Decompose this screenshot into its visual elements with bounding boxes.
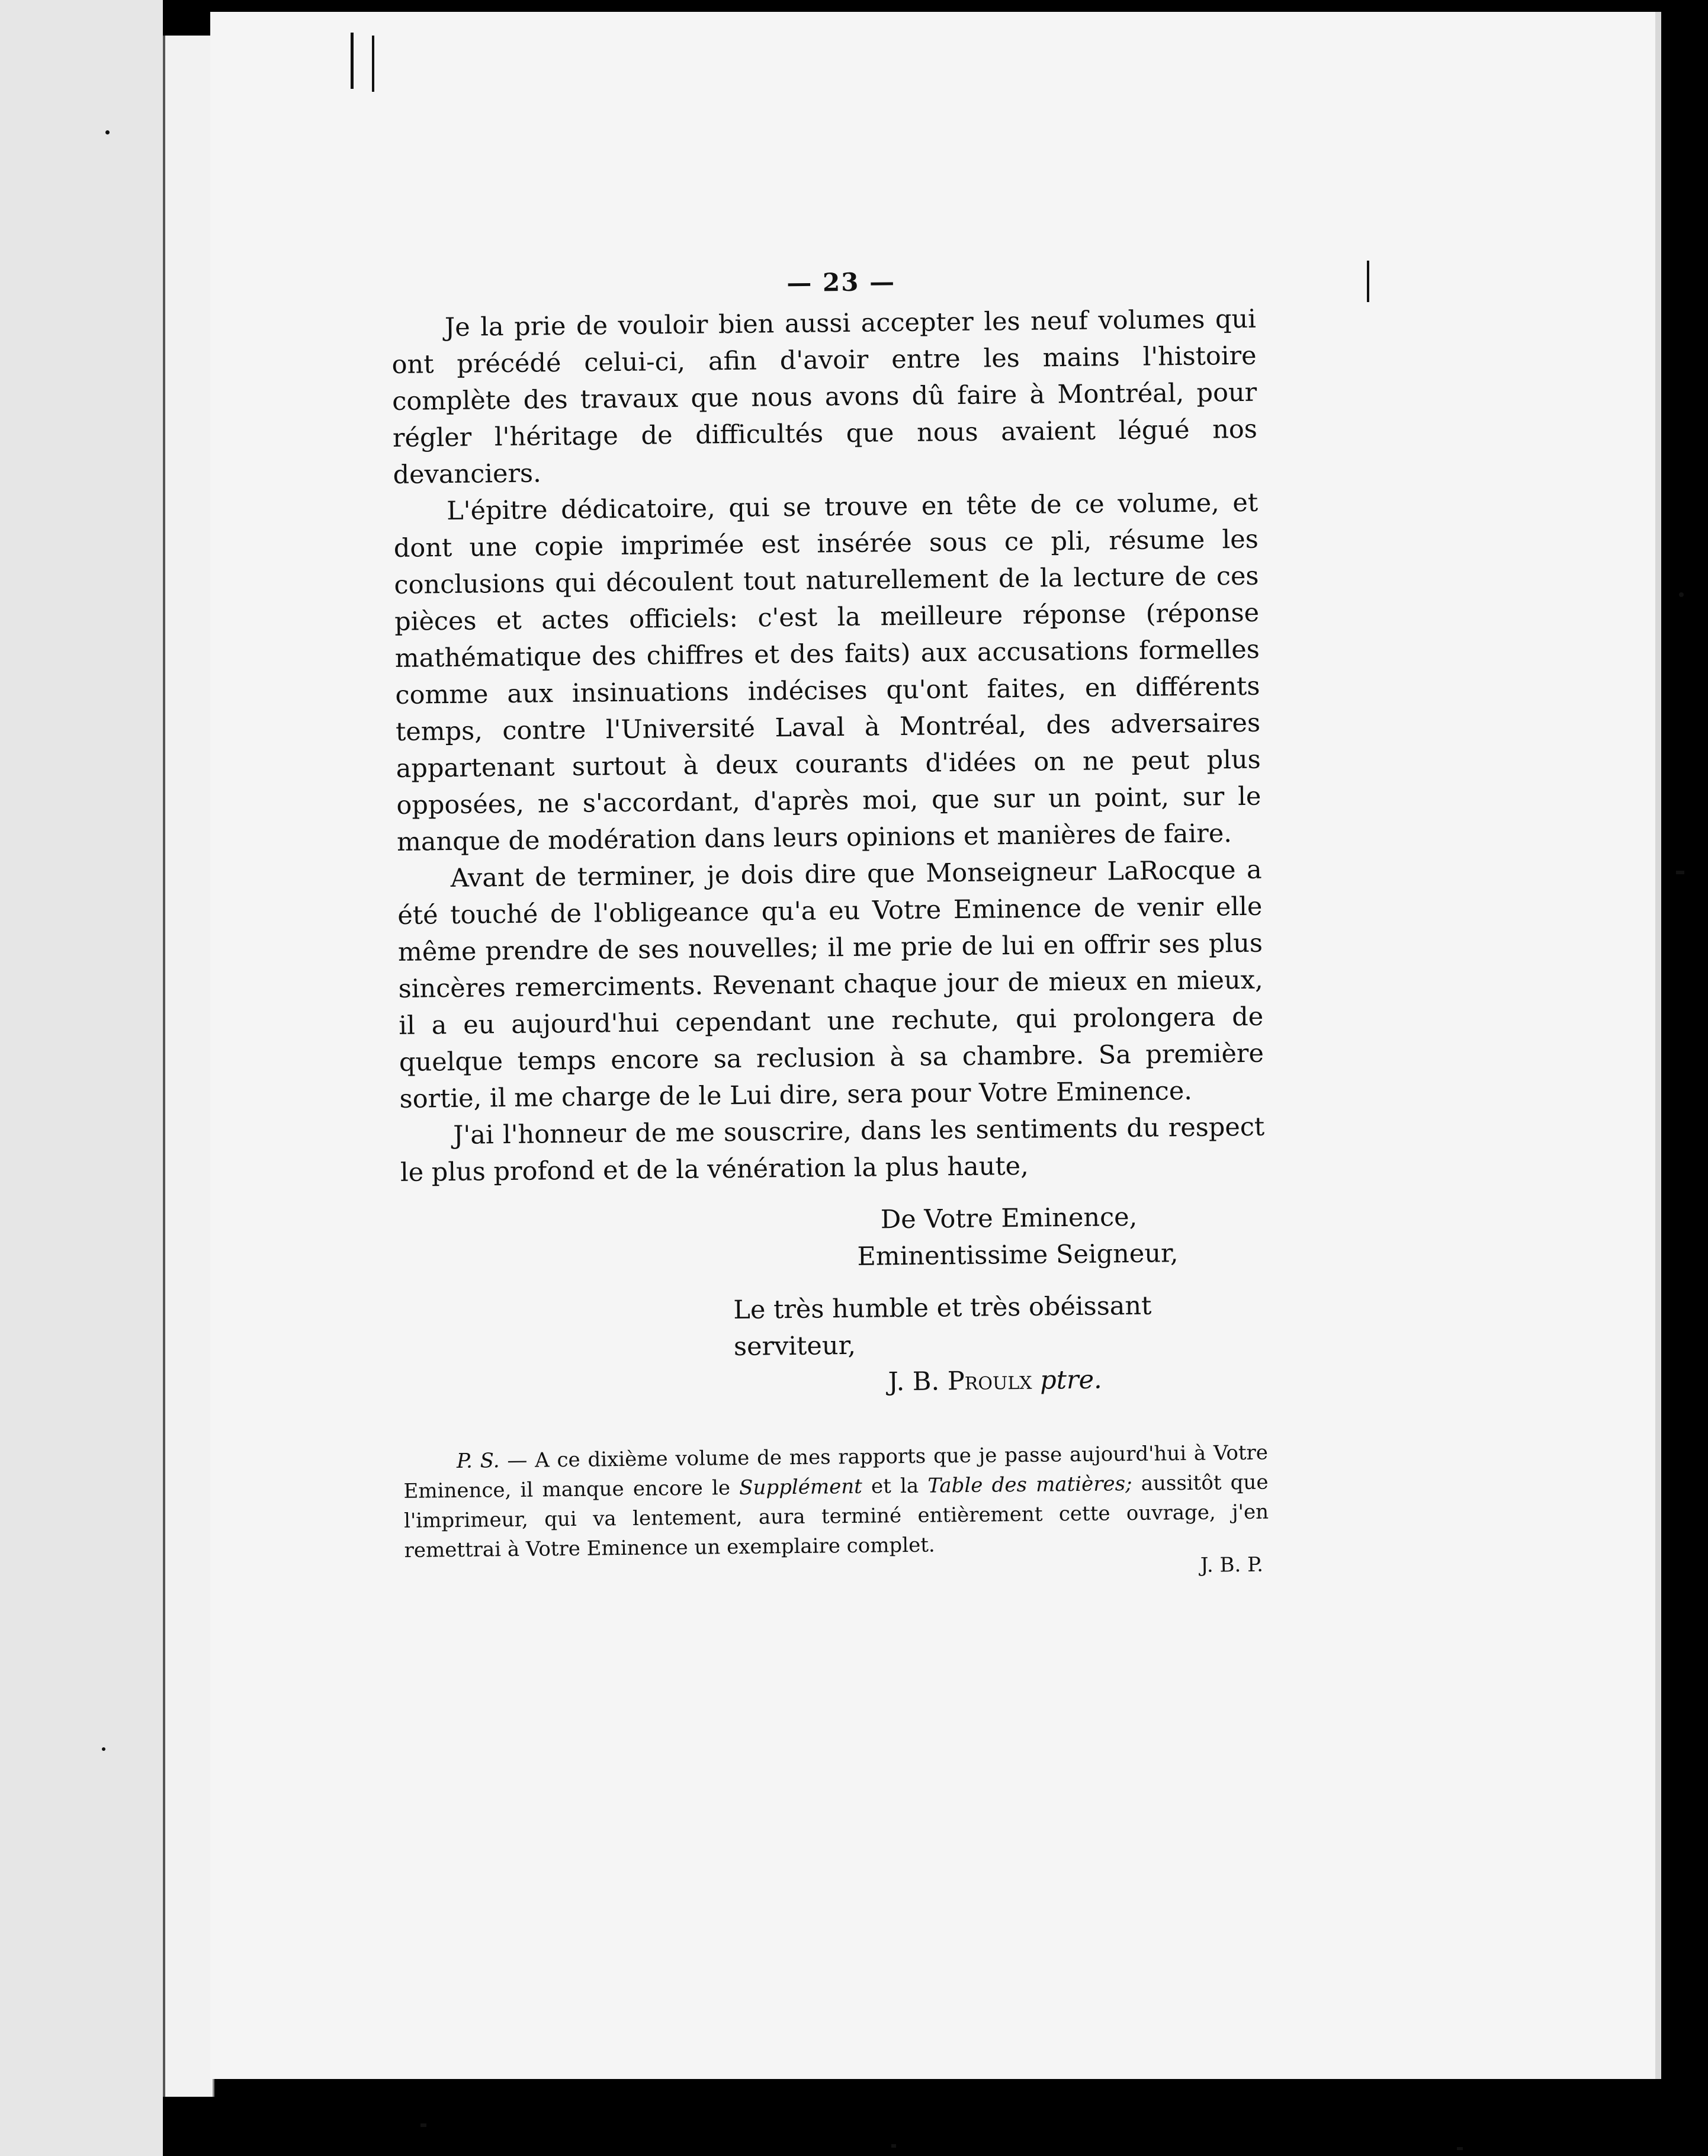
scan-mark — [420, 2123, 426, 2127]
scan-mark — [372, 36, 374, 92]
scan-mark — [1676, 871, 1684, 874]
postscript-table: Table des matières; — [927, 1472, 1132, 1498]
page-number: — 23 — — [786, 267, 896, 298]
postscript-text-3: aussitôt que l'imprimeur, qui va lentement, aura terminé entièrement cette ouvrage, j'en remettrai à Votre Eminence un exemplaire complet. — [403, 1470, 1269, 1563]
postscript-initials: J. B. P. — [1200, 1552, 1264, 1577]
scan-mark — [105, 130, 110, 134]
postscript-label: P. S. — [456, 1449, 500, 1473]
postscript-text-1: — A ce dixième volume de mes rapports que je passe aujourd'hui à Votre Eminence, il manque encore le — [403, 1440, 1269, 1503]
postscript-text-2: et la — [862, 1474, 928, 1499]
left-page-edge — [0, 0, 163, 2156]
closing-line-2: Eminentissime Seigneur, — [857, 1239, 1179, 1272]
closing-line-1: De Votre Eminence, — [880, 1202, 1138, 1235]
closing-line-3: Le très humble et très obéissant serviteur, — [733, 1291, 1152, 1362]
postscript-supplement: Supplément — [739, 1474, 863, 1500]
scan-mark — [351, 33, 354, 89]
scan-mark — [1367, 261, 1369, 302]
postscript — [403, 1438, 1269, 1565]
paragraph-2: L'épitre dédicatoire, qui se trouve en tête de ce volume, et dont une copie imprimée est insérée sous ce pli, résume les conclusions qui découlent tout naturellement de la lecture de ces pièces et actes officiels: c'est la meilleure réponse (réponse mathématique des chiffres et des faits) aux accusations formelles comme aux insinuations indécises qu'ont faites, en différents temps, contre l'Université Laval à Montréal, des adversaires appartenant surtout à deux courants d'idées on ne peut plus opposées, ne s'accordant, d'après moi, que sur un point, sur le manque de modération dans leurs opinions et manières de faire. — [393, 487, 1261, 857]
signature-title: ptre. — [1039, 1365, 1102, 1395]
scan-mark — [102, 1747, 105, 1751]
letter-body — [391, 264, 1269, 1586]
scan-mark — [1457, 2147, 1463, 2150]
paragraph-3: Avant de terminer, je dois dire que Monseigneur LaRocque a été touché de l'obligeance qu'a eu Votre Eminence de venir elle même prendre de ses nouvelles; il me prie de lui en offrir ses plus sincères remerciments. Revenant chaque jour de mieux en mieux, il a eu aujourd'hui cependant une rechute, qui prolongera de quelque temps encore sa reclusion à sa chambre. Sa première sortie, il me charge de le Lui dire, sera pour Votre Eminence. — [397, 855, 1264, 1114]
scan-mark — [891, 2144, 896, 2148]
paragraph-4: J'ai l'honneur de me souscrire, dans les sentiments du respect le plus profond et de la vénération la plus haute, — [400, 1112, 1265, 1188]
signature-name: Proulx — [947, 1365, 1032, 1397]
right-page-edge — [1655, 12, 1661, 2079]
book-spine — [163, 36, 214, 2097]
paragraph-1: Je la prie de vouloir bien aussi accepter les neuf volumes qui ont précédé celui-ci, afin d'avoir entre les mains l'histoire complète des travaux que nous avons dû faire à Montréal, pour régler l'héritage de difficultés que nous avaient légué nos devanciers. — [391, 304, 1258, 490]
signature-initials: J. B. — [888, 1366, 940, 1397]
scan-mark — [1679, 592, 1684, 597]
signature — [888, 1360, 1267, 1401]
